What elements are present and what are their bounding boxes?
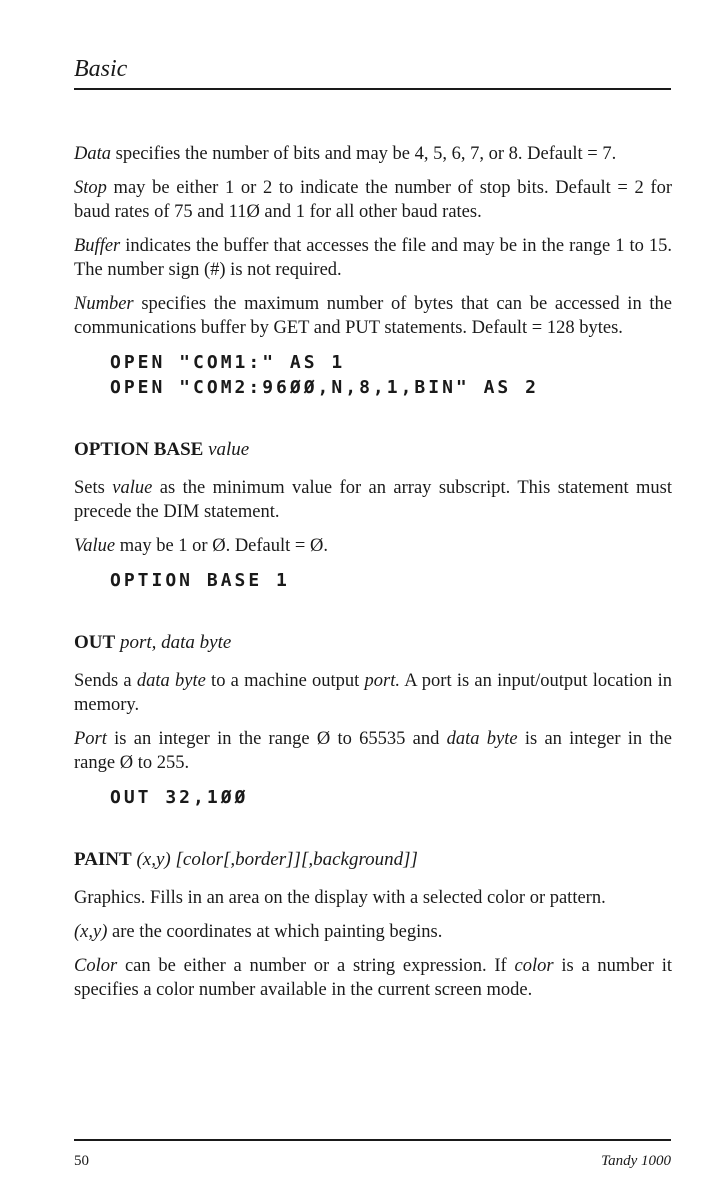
statement-keyword: PAINT xyxy=(74,849,132,870)
page-footer xyxy=(74,1139,671,1169)
out-code-example xyxy=(74,785,672,810)
statement-args: port, data byte xyxy=(119,632,232,653)
param-name: data byte xyxy=(136,671,206,691)
paint-color-paragraph xyxy=(74,954,672,1002)
param-name: data byte xyxy=(446,729,518,749)
out-description xyxy=(74,669,672,717)
text: Sets xyxy=(74,478,113,498)
text: to a machine output xyxy=(205,671,365,691)
paint-description: Graphics. Fills in an area on the display with a selected color or pattern. xyxy=(74,888,606,908)
text: can be either a number or a string expression. If xyxy=(117,956,515,976)
text: are the coordinates at which painting begins. xyxy=(107,922,443,942)
number-param-paragraph xyxy=(74,292,672,340)
buffer-param-paragraph xyxy=(74,234,672,282)
stop-param-paragraph xyxy=(74,176,672,224)
param-text: may be either 1 or 2 to indicate the number of stop bits. Default = 2 for baud rates of 75 and 11Ø and 1 for all other baud rates. xyxy=(74,178,672,222)
param-name: Number xyxy=(74,294,134,314)
data-param-paragraph xyxy=(74,142,672,166)
param-name: color xyxy=(514,956,554,976)
param-name: Buffer xyxy=(74,236,121,256)
param-name: value xyxy=(112,478,153,498)
statement-args: value xyxy=(208,439,250,460)
param-name: Port xyxy=(74,729,107,749)
param-name: (x,y) xyxy=(74,922,108,942)
option-base-heading xyxy=(74,438,672,462)
text: is an integer in the range Ø to 255. xyxy=(74,729,673,773)
header-title: Basic xyxy=(74,56,128,82)
open-code-example xyxy=(74,350,672,400)
param-name: Data xyxy=(74,144,111,164)
paint-xy-paragraph xyxy=(74,920,672,944)
paint-heading xyxy=(74,848,672,872)
text: Sends a xyxy=(74,671,137,691)
out-heading xyxy=(74,631,672,655)
option-base-code-example xyxy=(74,568,672,593)
option-base-value-paragraph xyxy=(74,534,672,558)
param-text: specifies the number of bits and may be 4, 5, 6, 7, or 8. Default = 7. xyxy=(111,144,617,164)
page-header xyxy=(74,52,671,90)
param-name: Stop xyxy=(74,178,107,198)
page-number: 50 xyxy=(74,1153,89,1169)
code-line: OPTION BASE 1 xyxy=(110,570,290,591)
code-line: OPEN "COM2:96ØØ,N,8,1,BIN" AS 2 xyxy=(110,377,539,398)
text: as the minimum value for an array subscript. This statement must precede the DIM statement. xyxy=(74,478,673,522)
out-port-paragraph xyxy=(74,727,672,775)
book-title: Tandy 1000 xyxy=(601,1153,671,1169)
param-name: Color xyxy=(74,956,118,976)
code-line: OUT 32,1ØØ xyxy=(110,787,249,808)
param-name: Value xyxy=(74,536,116,556)
param-text: indicates the buffer that accesses the file and may be in the range 1 to 15. The number sign (#) is not required. xyxy=(74,236,672,280)
option-base-description xyxy=(74,476,672,524)
param-name: port. xyxy=(364,671,401,691)
statement-args: (x,y) [color[,border]][,background]] xyxy=(136,849,418,870)
statement-keyword: OPTION BASE xyxy=(74,439,204,460)
text: is an integer in the range Ø to 65535 and xyxy=(106,729,447,749)
text: may be 1 or Ø. Default = Ø. xyxy=(115,536,328,556)
text: is a number it specifies a color number available in the current screen mode. xyxy=(74,956,672,1000)
page-content xyxy=(74,142,672,1012)
statement-keyword: OUT xyxy=(74,632,116,653)
code-line: OPEN "COM1:" AS 1 xyxy=(110,352,346,373)
param-text: specifies the maximum number of bytes that can be accessed in the communications buffer by GET and PUT statements. Default = 128 bytes. xyxy=(74,294,672,338)
text: A port is an input/output location in memory. xyxy=(74,671,673,715)
